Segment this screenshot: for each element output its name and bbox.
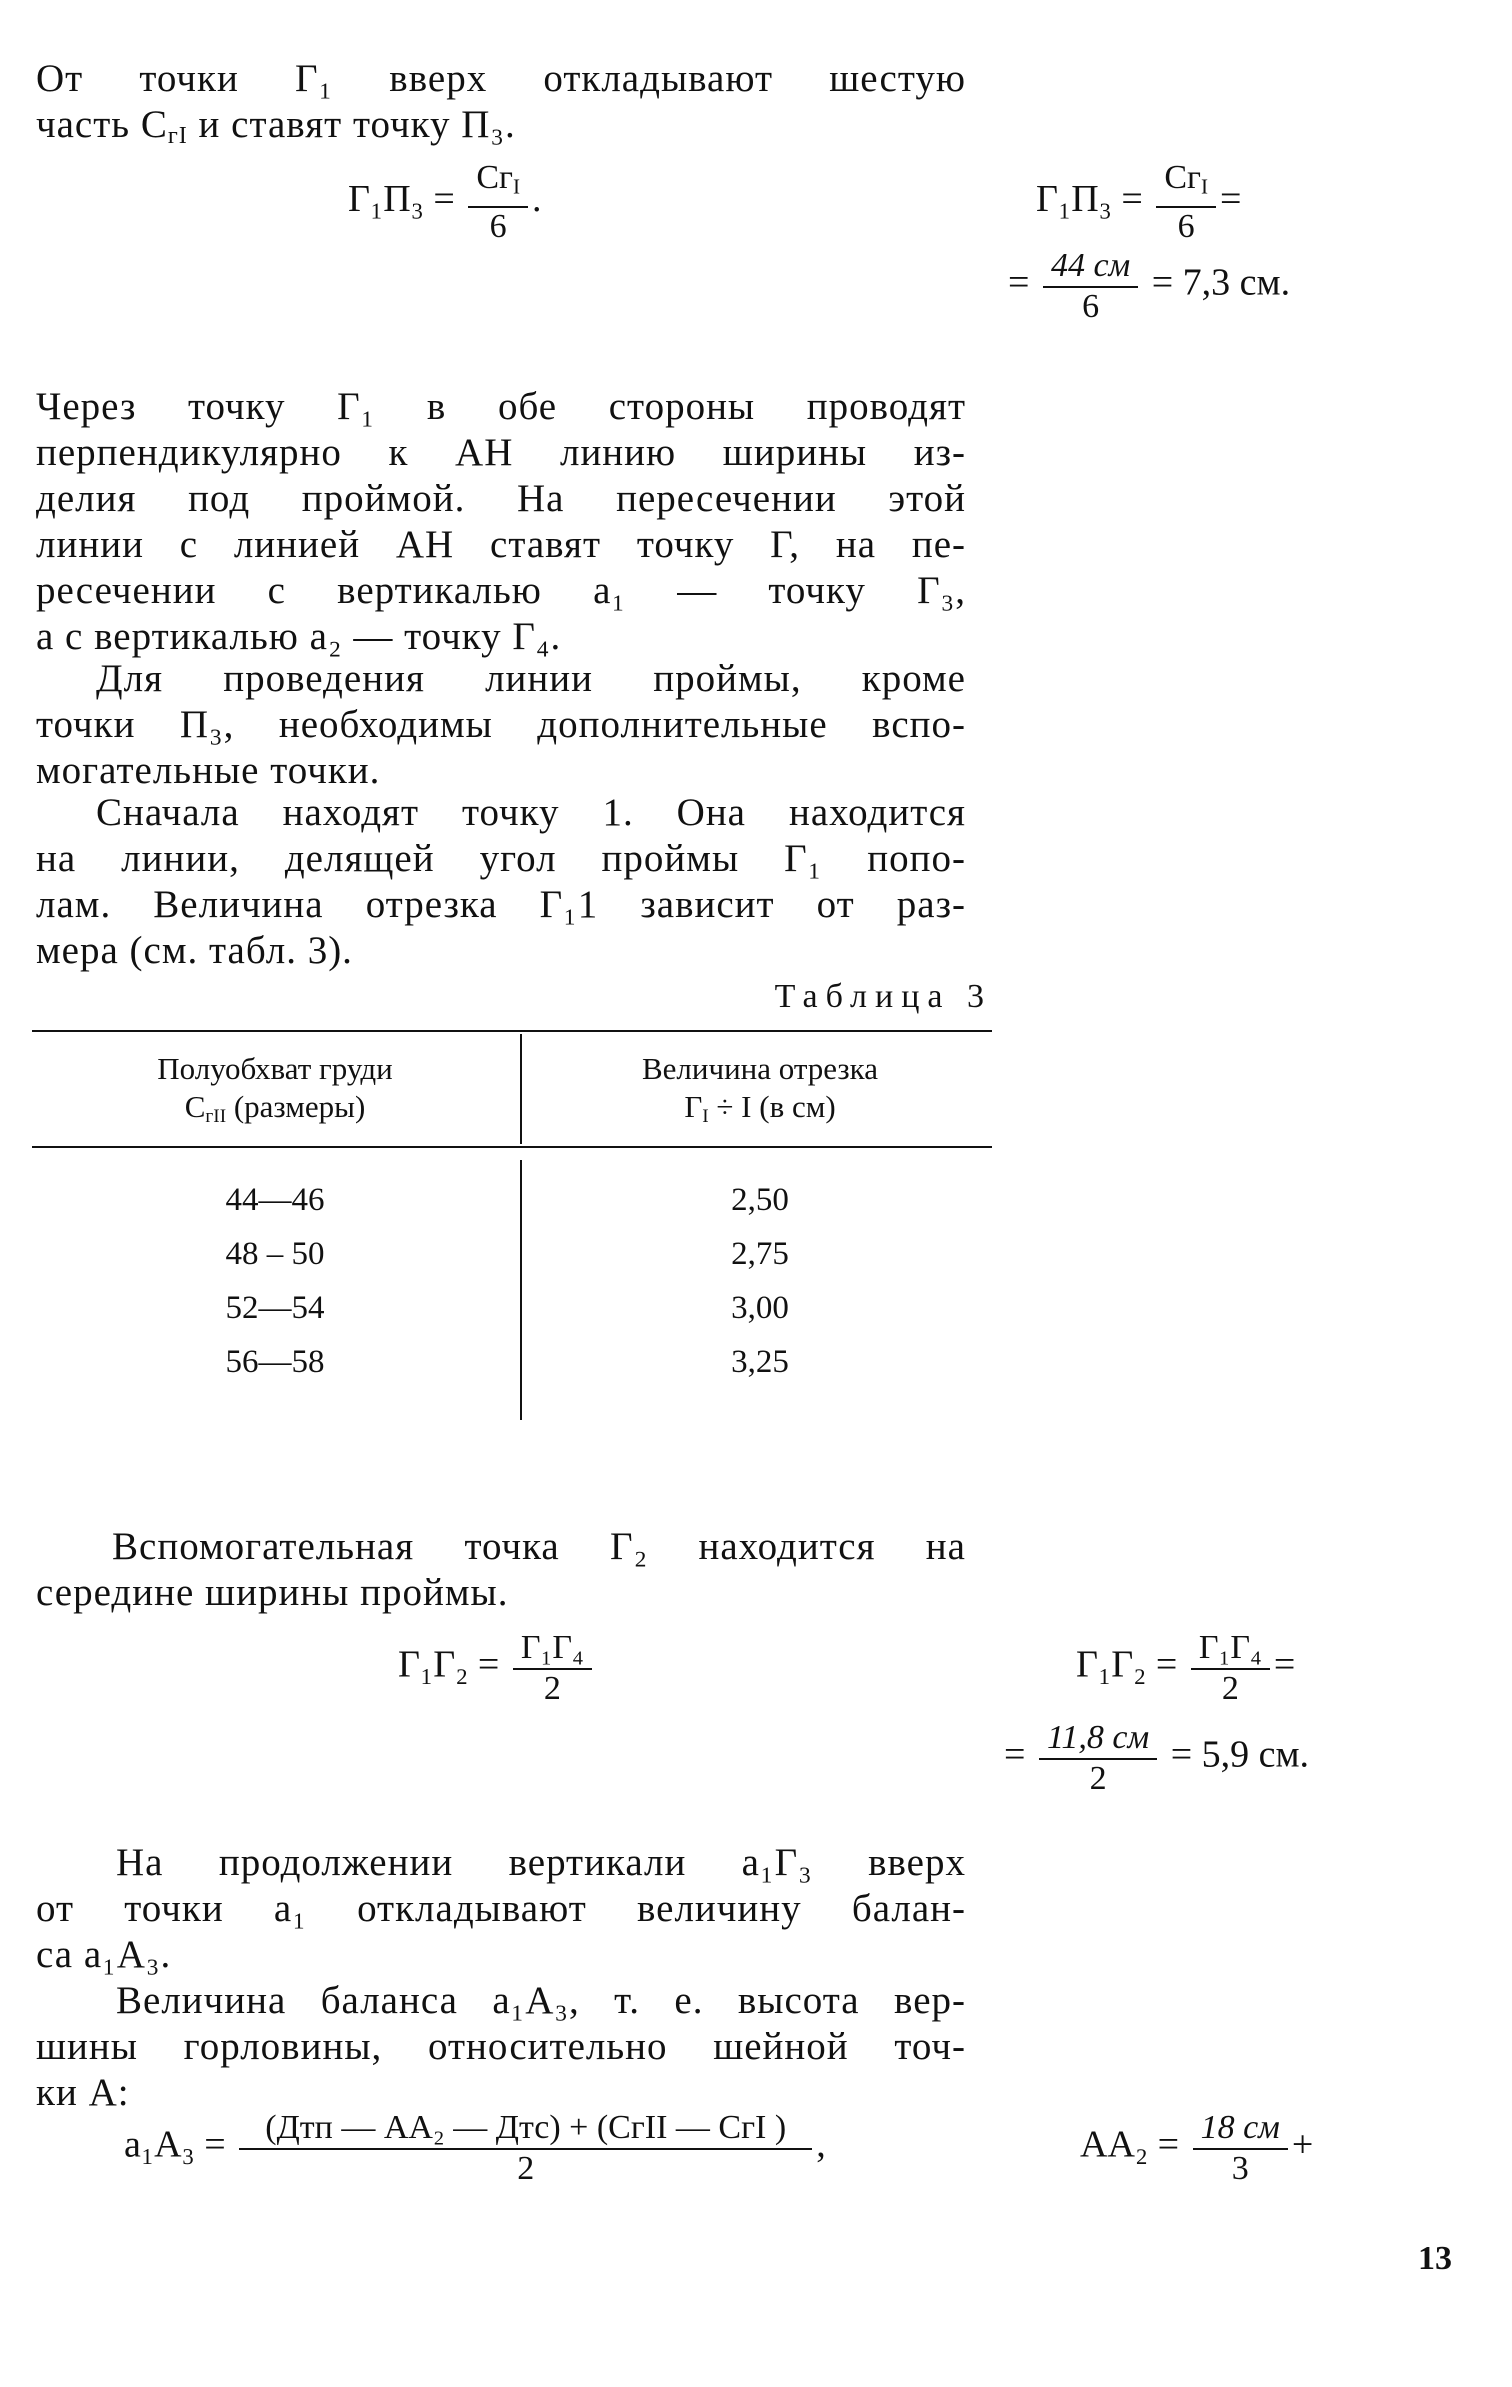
text-line: Величина баланса а₁А₃, т. е. высота вер- [116,1979,966,2022]
table-caption: Таблица 3 [774,978,992,1015]
table-cell-size: 56—58 [225,1344,325,1380]
formula-g1p3-result: = $\frac{44 см}{6}$ = 7,3 см. [1008,247,1291,325]
text-line: точки П₃, необходимы дополнительные вспо- [36,703,966,746]
text-line: шины горловины, относительно шейной точ- [36,2025,966,2068]
text-line: перпендикулярно к АН линию ширины из- [36,431,966,474]
text-line: от точки а₁ откладывают величину балан- [36,1887,966,1930]
table-cell-size: 44—46 [225,1182,325,1218]
fraction: $\frac{\text{Г₁Г₄}}{2}$ [1191,1628,1270,1708]
text-line: На продолжении вертикали а₁Г₃ вверх [116,1841,966,1884]
text-line: Вспомогательная точка Г₂ находится на [112,1525,966,1568]
text-line: мера (см. табл. 3). [36,929,353,972]
formula-g1p3: Г₁П₃ = $\frac{Сг_I}{6}$ . [348,159,542,246]
text-line: Через точку Г₁ в обе стороны проводят [36,385,966,428]
table-header-segment: Величина отрезка $Г_I \div I$ (в см) [641,1051,879,1127]
formula-g1g2-result: = $\frac{11,8 см}{2}$ = 5,9 см. [1004,1719,1310,1797]
page-number: 13 [1418,2240,1452,2277]
paragraph-point-1 [36,790,966,974]
paragraph-balance-value [36,1978,966,2116]
fraction: $\frac{\text{(Дтп — АА₂ — Дтс) + (СгII — СгI )}}{2}$ [239,2108,812,2188]
text-line: От точки Г₁ вверх откладывают шестую [36,57,966,100]
text-line: Сначала находят точку 1. Она находится [96,791,966,834]
table-cell-value: 2,50 [731,1182,789,1218]
paragraph-width-line [36,384,966,660]
fraction: $\frac{\text{Г₁Г₄}}{2}$ [513,1628,592,1708]
fraction: $\frac{Сг_I}{6}$ [1156,158,1216,246]
paragraph-balance [36,1840,966,1978]
text-line: делия под проймой. На пересечении этой [36,477,966,520]
table-column-divider [520,1034,522,1144]
table-cell-value: 2,75 [731,1236,789,1272]
table-header-rule [32,1146,992,1148]
formula-g1g2-calc: Г₁Г₂ = $\frac{\text{Г₁Г₄}}{2}$ = [1076,1629,1296,1707]
paragraph-auxiliary-points [36,656,966,794]
formula-aa2: АА₂ = $\frac{18 см}{3}$ + [1080,2109,1314,2187]
fraction: $\frac{44 см}{6}$ [1043,246,1138,326]
table-top-rule [32,1030,992,1032]
formula-a1a3: а₁А₃ = $\frac{\text{(Дтп — АА₂ — Дтс) + (СгII — СгI )}}{2}$ , [124,2109,826,2187]
table-header-size: Полуобхват груди $С_{гII}$ (размеры) [157,1051,393,1127]
table-column-divider [520,1160,522,1420]
text-line: а с вертикалью а₂ — точку Г₄. [36,615,562,658]
formula-g1p3-calc: Г₁П₃ = $\frac{Сг_I}{6}$ = [1036,159,1242,246]
text-line: ресечении с вертикалью а₁ — точку Г₃, [36,569,966,612]
text-line: на линии, делящей угол проймы Г₁ попо- [36,837,966,880]
text-line: лам. Величина отрезка Г₁1 зависит от раз- [36,883,966,926]
text-line: середине ширины проймы. [36,1571,509,1614]
text-line: линии с линией АН ставят точку Г, на пе- [36,523,966,566]
formula-g1g2: Г₁Г₂ = $\frac{\text{Г₁Г₄}}{2}$ [398,1628,596,1708]
fraction: $\frac{11,8 см}{2}$ [1039,1718,1157,1798]
paragraph-intro [36,56,966,159]
table-cell-size: 48 – 50 [225,1236,325,1272]
text-line: Для проведения линии проймы, кроме [96,657,966,700]
table-cell-value: 3,00 [731,1290,789,1326]
fraction: $\frac{18 см}{3}$ [1193,2108,1288,2188]
table-cell-value: 3,25 [731,1344,789,1380]
paragraph-point-g2 [36,1524,966,1616]
text-line: са а₁А₃. [36,1933,172,1976]
fraction: $\frac{Сг_I}{6}$ [468,158,528,246]
table-cell-size: 52—54 [225,1290,325,1326]
text-line: могательные точки. [36,749,381,792]
text-line: ки А: [36,2071,130,2114]
text-line: часть $С_{гI}$ и ставят точку П₃. [36,103,516,150]
